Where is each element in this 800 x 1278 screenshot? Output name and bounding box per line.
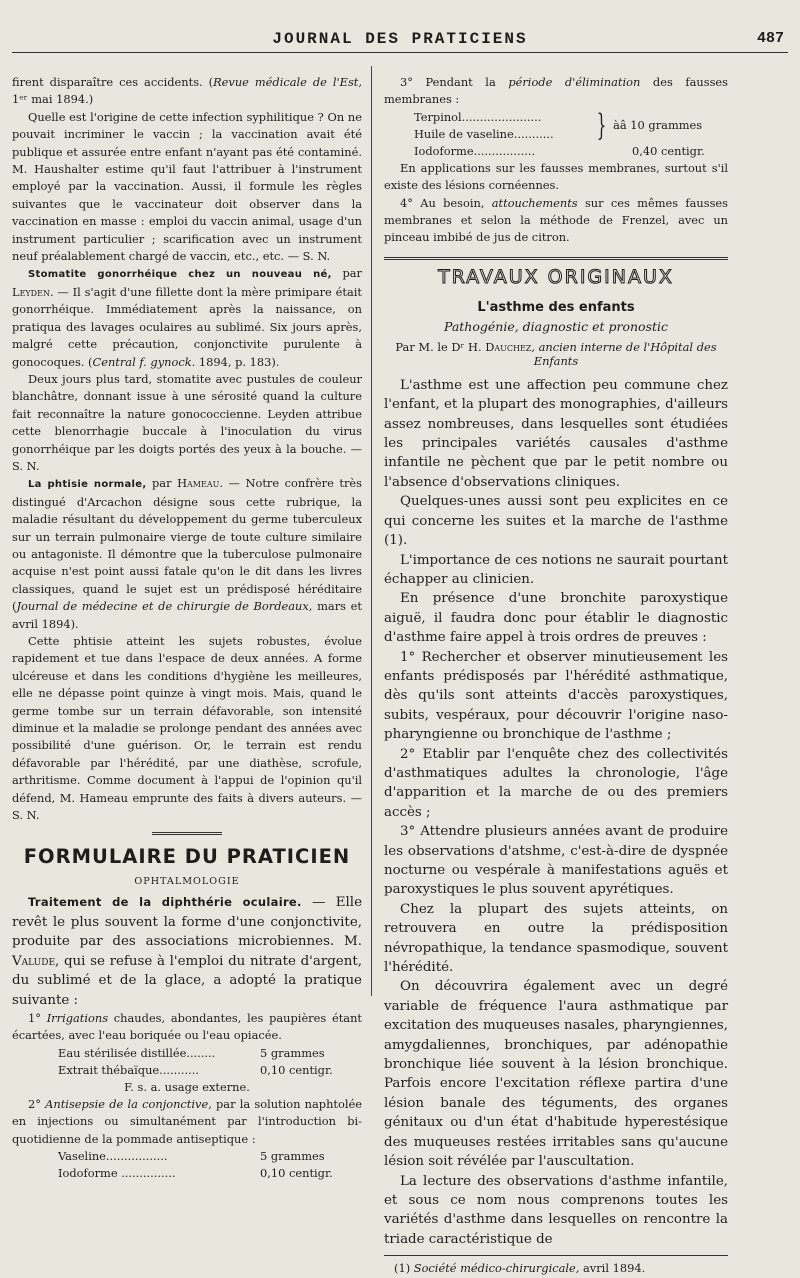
running-title: JOURNAL DES PRATICIENS [272,30,528,48]
paragraph: Quelle est l'origine de cette infection syphilitique ? On ne pouvait incriminer le vaccin ; la vaccination avait été publique et assurée entre enfant n'ayant pas été contaminé. M. Haushalter estime qu'il faut l'attribuer à l'instrument employé par la vaccination. Aussi, il formule les règles suivantes que le vaccinateur doit observer dans la vaccination en masse : emploi du vaccin animal, usage d'un instrument particulier ; scarification avec un instrument neuf préalablement chargé de vaccin, etc., etc. — S. N. [12,109,362,264]
formula-intro: Traitement de la diphthérie oculaire. — Elle revêt le plus souvent la forme d'une conjonctivite, produite par des associations microbiennes. M. Valude, qui se refuse à l'emploi du nitrate d'argent, du sublimé et de la glace, a adopté la pratique suivante : [12,895,362,1008]
paragraph: 1° Irrigations chaudes, abondantes, les paupières étant écartées, avec l'eau boriquée ou l'eau opiacée. [12,1010,362,1043]
paragraph: Quelques-unes aussi sont peu explicites en ce qui concerne les suites et la marche de l'asthme (1). [384,494,728,549]
author-name: Dauchez [485,339,532,354]
author-name: Leyden [12,284,50,299]
footnote: (1) Société médico-chirurgicale, avril 1894. [394,1261,646,1276]
paragraph: firent disparaître ces accidents. (Revue médicale de l'Est, 1ᵉʳ mai 1894.) [12,75,362,107]
paragraph: 2° Antisepsie de la conjonctive, par la solution naphtolée en injections ou simultanément par l'introduction bi-quotidienne de la pommade antiseptique : [12,1096,362,1146]
section-rule [384,257,728,260]
recipe-row: Iodoforme ............... 0,10 centigr. [58,1165,333,1180]
recipe-irrigation [12,1045,362,1079]
paragraph: 2° Etablir par l'enquête chez des collectivités d'asthmatiques adultes la chronologie, l'âge d'apparition et la marche de ou des premiers accès ; [384,746,728,820]
author-name: Valude [12,953,56,969]
subsection-heading: OPHTALMOLOGIE [134,876,240,888]
recipe-pommade [12,1148,362,1182]
right-column [384,74,728,1278]
header-rule [12,52,788,53]
section-rule [152,832,222,835]
section-title-formulaire: FORMULAIRE DU PRATICIEN [23,845,351,869]
recipe-row: Vaseline................. 5 grammes [58,1148,325,1163]
article-title: L'asthme des enfants [477,299,635,315]
recipe-quantity: àâ 10 grammes [613,118,703,133]
recipe-row: Iodoforme................. 0,40 centigr. [414,143,705,158]
abstract-heading: Stomatite gonorrhéique chez un nouveau né, [28,269,332,281]
left-column [12,74,362,1182]
recipe-ingredient: Terpinol...................... [414,109,542,124]
paragraph: Cette phtisie atteint les sujets robustes, évolue rapidement et tue dans l'espace de deux années. A forme ulcéreuse et dans les conditions d'hygiène les meilleures, elle ne dépasse point quinze à vingt mois. Mais, quand le germe tombe sur un terrain défavorable, son intensité diminue et la maladie se prolonge pendant des années avec possibilité d'une guérison. Or, le terrain est rendu défavorable par l'hérédité, par une diathèse, scrofule, arthritisme. Comme document à l'appui de l'opinion qu'il défend, M. Hameau emprunte des faits à divers auteurs. — S. N. [12,634,362,823]
abstract-heading: La phtisie normale, [28,479,147,491]
article-byline: Par M. le Dʳ H. Dauchez, ancien interne de l'Hôpital des Enfants [395,339,717,368]
abstract-stomatite: Stomatite gonorrhéique chez un nouveau né, par Leyden. — Il s'agit d'une fillette dont la mère primipare était gonorrhéique. Immédiatement après la naissance, on pratiqua des lavages oculaires au sublimé. Six jours après, malgré cette précaution, conjonctivite purulente à gonocoques. (Central f. gynock. 1894, p. 183). [12,266,362,369]
page-header [12,27,788,53]
paragraph: 4° Au besoin, attouchements sur ces mêmes fausses membranes et selon la méthode de Frenzel, avec un pinceau imbibé de jus de citron. [384,195,728,245]
paragraph: L'importance de ces notions ne saurait pourtant échapper au clinicien. [384,552,728,587]
paragraph: On découvrira également avec un degré variable de fréquence l'aura asthmatique par excitation des muqueuses nasales, pharyngiennes, amygdaliennes, bronchiques, par adénopathie bronchique liée souvent à la lésion bronchique. Parfois encore l'excitation réflexe partira d'une lésion banale des téguments, des organes génitaux ou d'un état d'habitude hyperestésique des muqueuses restées irritables sans qu'aucune lésion soit révélée par l'auscultation. [384,979,728,1170]
paragraph: En présence d'une bronchite paroxystique aiguë, il faudra donc pour établir le diagnostic d'asthme faire appel à trois ordres de preuves : [384,591,728,646]
section-title-travaux: TRAVAUX ORIGINAUX [438,265,674,288]
paragraph: Deux jours plus tard, stomatite avec pustules de couleur blanchâtre, donnant issue à une sérosité quand la culture fait reconnaître la nature gonococcienne. Leyden attribue cette blenorrhagie buccale à l'inoculation du virus gonorrhéique par les doigts portés des yeux à la bouche. — S. N. [12,371,362,473]
article-subtitle: Pathogénie, diagnostic et pronostic [443,318,669,334]
abstract-phtisie: La phtisie normale, par Hameau. — Notre confrère très distingué d'Arcachon désigne sous cette rubrique, la maladie résultant du développement du germe tuberculeux sur un terrain pulmonaire vierge de toute culture similaire ou antagoniste. Il démontre que la tuberculose pulmonaire acquise n'est point aussi fatale qu'on le dit dans les livres classiques, quand le sujet est un prédisposé héréditaire (Journal de médecine et de chirurgie de Bordeaux, mars et avril 1894). [12,476,362,631]
recipe-ingredient: Huile de vaseline........... [414,126,554,141]
recipe-elimination [384,109,728,143]
paragraph: L'asthme est une affection peu commune chez l'enfant, et la plupart des monographies, d'ailleurs assez nombreuses, dans lesquelles sont étudiées les principales variétés causales d'asthme infantile ne pèchent que par le petit nombre ou l'absence d'observations cliniques. [384,377,728,490]
recipe-row: Extrait thébaïque........... 0,10 centigr. [58,1062,333,1077]
prescription-note: F. s. a. usage externe. [124,1079,250,1094]
paragraph: La lecture des observations d'asthme infantile, et sous ce nom nous comprenons toutes les variétés d'asthme dans lesquelles on rencontre la triade caractéristique de [384,1173,728,1247]
author-name: Hameau [177,476,220,491]
column-divider [371,66,372,996]
paragraph: 3° Pendant la période d'élimination des fausses membranes : [384,75,729,107]
formula-heading: Traitement de la diphthérie oculaire. [28,895,302,910]
paragraph: Chez la plupart des sujets atteints, on retrouvera en outre la prédisposition névropathique, la tendance spasmodique, souvent l'hérédité. [384,901,728,976]
footnote-rule [384,1255,728,1256]
recipe-row: Eau stérilisée distillée........ 5 grammes [58,1045,325,1060]
paragraph: 3° Attendre plusieurs années avant de produire les observations d'atshme, c'est-à-dire de dyspnée nocturne ou vespérale à manifestations aguës et paroxystiques le plus souvent apyrétiques. [384,824,728,898]
paragraph: En applications sur les fausses membranes, surtout s'il existe des lésions cornéennes. [384,160,728,193]
brace-glyph: } [596,107,607,143]
page-number: 487 [756,30,784,47]
paragraph: 1° Rechercher et observer minutieusement les enfants prédisposés par l'hérédité asthmatique, dès qu'ils sont atteints d'accès paroxystiques, subits, vespéraux, pour découvrir l'origine naso-pharyngienne ou bronchique de l'asthme ; [384,649,728,743]
recipe-iodoforme [384,143,728,160]
